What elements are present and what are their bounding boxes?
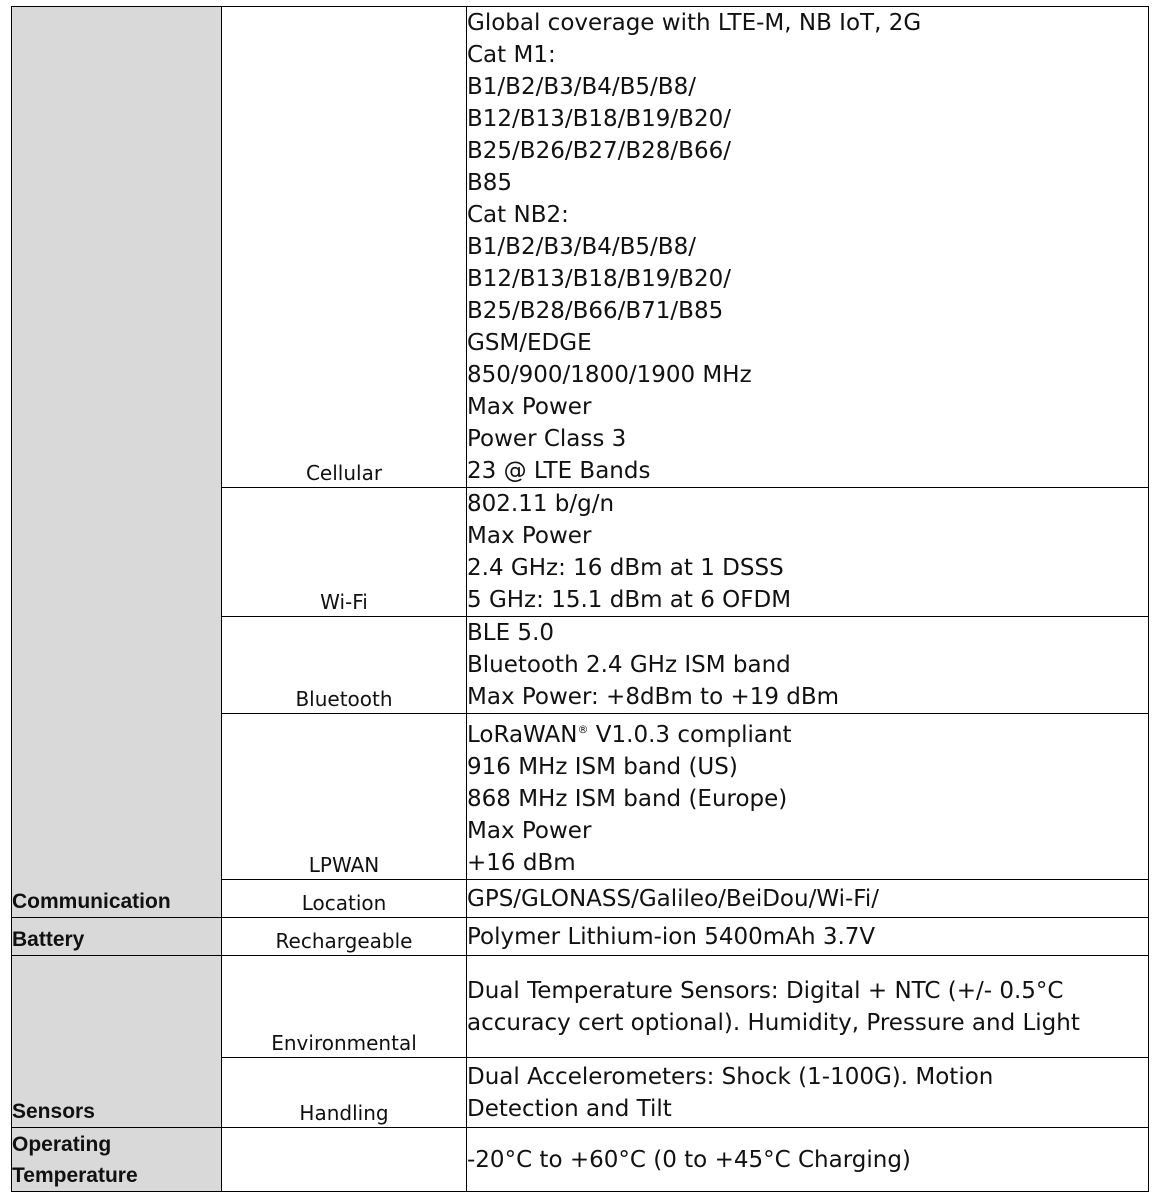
registered-mark: ® <box>577 723 589 736</box>
value-line: 5 GHz: 15.1 dBm at 6 OFDM <box>467 587 792 613</box>
subcategory-handling <box>222 1058 467 1128</box>
value-line: Max Power: +8dBm to +19 dBm <box>467 684 840 710</box>
value-cellular <box>467 7 1149 488</box>
value-line: -20°C to +60°C (0 to +45°C Charging) <box>467 1146 911 1173</box>
value-battery <box>467 918 1149 956</box>
subcategory-label: Location <box>301 891 387 915</box>
value-line: Cat M1: <box>467 42 556 68</box>
lorawan-version-text: V1.0.3 compliant <box>588 722 792 748</box>
value-line: B25/B28/B66/B71/B85 <box>467 298 724 324</box>
value-line: Bluetooth 2.4 GHz ISM band <box>467 652 791 678</box>
subcategory-label: Handling <box>299 1101 389 1125</box>
category-battery <box>12 918 222 956</box>
subcategory-bluetooth <box>222 617 467 714</box>
subcategory-lpwan <box>222 714 467 880</box>
table-row-battery <box>12 918 1149 956</box>
value-line: Cat NB2: <box>467 202 569 228</box>
subcategory-rechargeable <box>222 918 467 956</box>
value-line: B1/B2/B3/B4/B5/B8/ <box>467 234 696 260</box>
subcategory-label: Environmental <box>271 1031 417 1055</box>
category-label: Operating <box>12 1133 112 1156</box>
category-operating-temperature <box>12 1128 222 1192</box>
table-row-environmental <box>12 956 1149 1058</box>
value-line: accuracy cert optional). Humidity, Pressure and Light <box>467 1009 1080 1036</box>
value-line: GPS/GLONASS/Galileo/BeiDou/Wi-Fi/ <box>467 885 879 912</box>
value-line: Dual Accelerometers: Shock (1-100G). Motion <box>467 1063 994 1090</box>
table-row-operating-temperature <box>12 1128 1149 1192</box>
value-line: +16 dBm <box>467 850 576 876</box>
subcategory-empty <box>222 1128 467 1192</box>
category-sensors <box>12 956 222 1128</box>
value-line: 802.11 b/g/n <box>467 491 615 517</box>
value-line: GSM/EDGE <box>467 330 592 356</box>
value-line: Dual Temperature Sensors: Digital + NTC (+/- 0.5°C <box>467 977 1064 1004</box>
value-line: B12/B13/B18/B19/B20/ <box>467 266 731 292</box>
value-line: Max Power <box>467 523 592 549</box>
spec-table <box>11 6 1149 1192</box>
value-line: BLE 5.0 <box>467 620 555 646</box>
value-line: Power Class 3 <box>467 426 627 452</box>
subcategory-environmental <box>222 956 467 1058</box>
subcategory-label: LPWAN <box>308 853 380 877</box>
subcategory-label: Cellular <box>305 461 383 485</box>
subcategory-label: Bluetooth <box>295 687 393 711</box>
value-line: Detection and Tilt <box>467 1095 672 1122</box>
subcategory-label: Rechargeable <box>275 929 413 953</box>
value-line <box>467 714 1148 751</box>
lorawan-text: LoRaWAN <box>467 722 578 748</box>
value-line: Polymer Lithium-ion 5400mAh 3.7V <box>467 923 876 950</box>
category-communication <box>12 7 222 918</box>
value-line: Max Power <box>467 394 592 420</box>
value-line: Max Power <box>467 818 592 844</box>
value-environmental <box>467 956 1149 1058</box>
value-line: 23 @ LTE Bands <box>467 458 651 484</box>
value-wifi <box>467 488 1149 617</box>
value-operating-temperature <box>467 1128 1149 1192</box>
category-label: Battery <box>12 928 85 951</box>
value-bluetooth <box>467 617 1149 714</box>
subcategory-label: Wi-Fi <box>320 590 368 614</box>
table-row-cellular <box>12 7 1149 488</box>
category-label: Sensors <box>12 1100 95 1123</box>
value-line: B25/B26/B27/B28/B66/ <box>467 138 731 164</box>
category-label: Communication <box>12 890 171 913</box>
subcategory-wifi <box>222 488 467 617</box>
value-line: B1/B2/B3/B4/B5/B8/ <box>467 74 696 100</box>
value-line: 868 MHz ISM band (Europe) <box>467 786 788 812</box>
category-label: Temperature <box>12 1164 138 1187</box>
value-line: 2.4 GHz: 16 dBm at 1 DSSS <box>467 555 784 581</box>
value-line: 916 MHz ISM band (US) <box>467 754 738 780</box>
value-location <box>467 880 1149 918</box>
value-handling <box>467 1058 1149 1128</box>
value-lpwan <box>467 714 1149 880</box>
value-line: B85 <box>467 170 513 196</box>
subcategory-location <box>222 880 467 918</box>
value-line: B12/B13/B18/B19/B20/ <box>467 106 731 132</box>
value-line: Global coverage with LTE-M, NB IoT, 2G <box>467 10 922 36</box>
subcategory-cellular <box>222 7 467 488</box>
value-line: 850/900/1800/1900 MHz <box>467 362 752 388</box>
